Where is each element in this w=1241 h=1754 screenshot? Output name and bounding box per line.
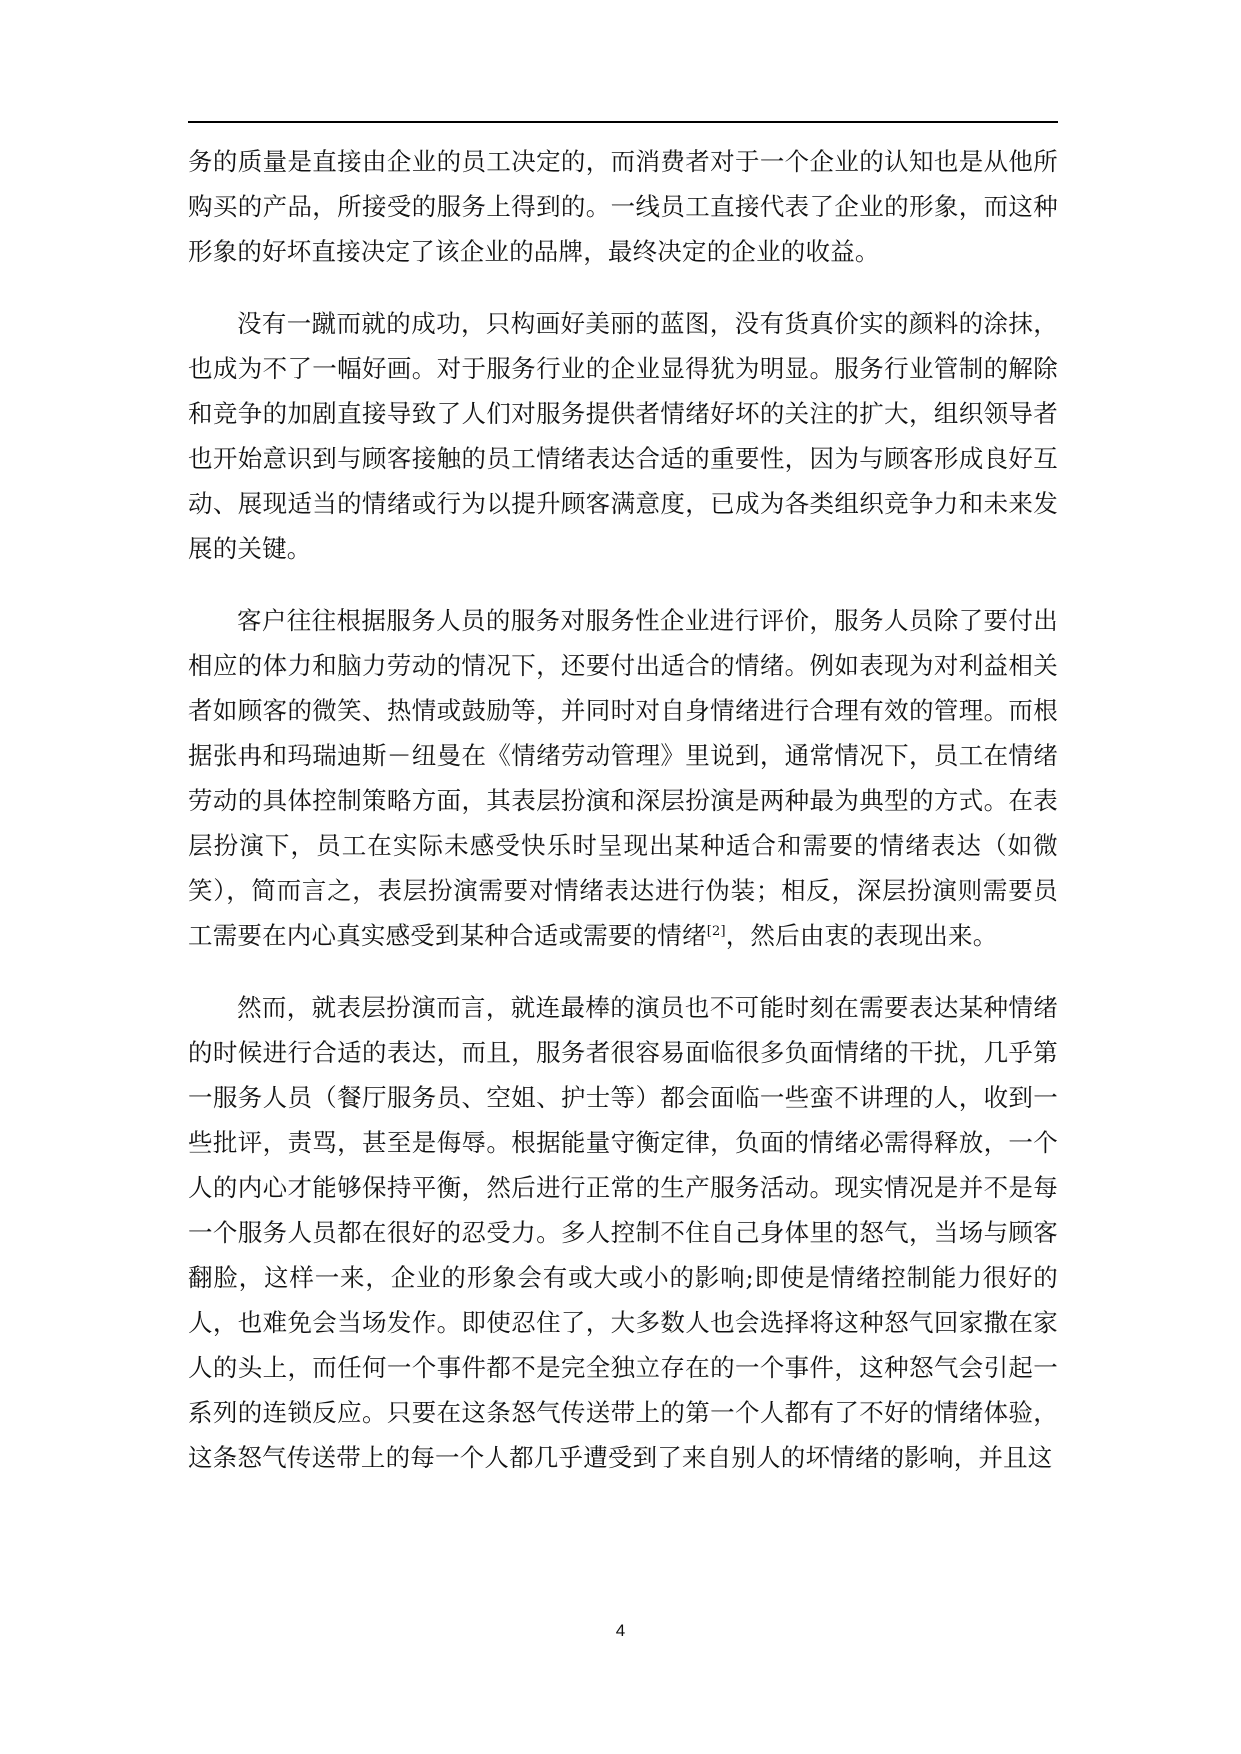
paragraph-4: [188, 985, 1058, 1480]
paragraph-1-text: 务的质量是直接由企业的员工决定的，而消费者对于一个企业的认知也是从他所购买的产品，所接受的服务上得到的。一线员工直接代表了企业的形象，而这种形象的好坏直接决定了该企业的品牌，最终决定的企业的收益。: [188, 147, 1058, 266]
paragraph-3-text-before-citation: 客户往往根据服务人员的服务对服务性企业进行评价，服务人员除了要付出相应的体力和脑力劳动的情况下，还要付出适合的情绪。例如表现为对利益相关者如顾客的微笑、热情或鼓励等，并同时对自身情绪进行合理有效的管理。而根据张冉和玛瑞迪斯－纽曼在《情绪劳动管理》里说到，通常情况下，员工在情绪劳动的具体控制策略方面，其表层扮演和深层扮演是两种最为典型的方式。在表层扮演下，员工在实际未感受快乐时呈现出某种适合和需要的情绪表达（如微笑），简而言之，表层扮演需要对情绪表达进行伪装；相反，深层扮演则需要员工需要在内心真实感受到某种合适或需要的情绪: [188, 606, 1058, 950]
paragraph-3-text-after-citation: ，然后由衷的表现出来。: [725, 921, 998, 950]
header-rule: [188, 121, 1058, 123]
page-number: 4: [615, 1621, 626, 1640]
citation-marker: [2]: [706, 923, 726, 939]
paragraph-2: [188, 301, 1058, 571]
body-text: [188, 139, 1058, 1480]
paragraph-3: [188, 598, 1058, 958]
paragraph-4-text: 然而，就表层扮演而言，就连最棒的演员也不可能时刻在需要表达某种情绪的时候进行合适的表达，而且，服务者很容易面临很多负面情绪的干扰，几乎第一服务人员（餐厅服务员、空姐、护士等）都会面临一些蛮不讲理的人，收到一些批评，责骂，甚至是侮辱。根据能量守衡定律，负面的情绪必需得释放，一个人的内心才能够保持平衡，然后进行正常的生产服务活动。现实情况是并不是每一个服务人员都在很好的忍受力。多人控制不住自己身体里的怒气，当场与顾客翻脸，这样一来，企业的形象会有或大或小的影响;即使是情绪控制能力很好的人，也难免会当场发作。即使忍住了，大多数人也会选择将这种怒气回家撒在家人的头上，而任何一个事件都不是完全独立存在的一个事件，这种怒气会引起一系列的连锁反应。只要在这条怒气传送带上的第一个人都有了不好的情绪体验，这条怒气传送带上的每一个人都几乎遭受到了来自别人的坏情绪的影响，并且这: [188, 993, 1058, 1472]
paragraph-2-text: 没有一蹴而就的成功，只构画好美丽的蓝图，没有货真价实的颜料的涂抹，也成为不了一幅好画。对于服务行业的企业显得犹为明显。服务行业管制的解除和竞争的加剧直接导致了人们对服务提供者情绪好坏的关注的扩大，组织领导者也开始意识到与顾客接触的员工情绪表达合适的重要性，因为与顾客形成良好互动、展现适当的情绪或行为以提升顾客满意度，已成为各类组织竞争力和未来发展的关键。: [188, 309, 1058, 563]
paragraph-1: [188, 139, 1058, 274]
